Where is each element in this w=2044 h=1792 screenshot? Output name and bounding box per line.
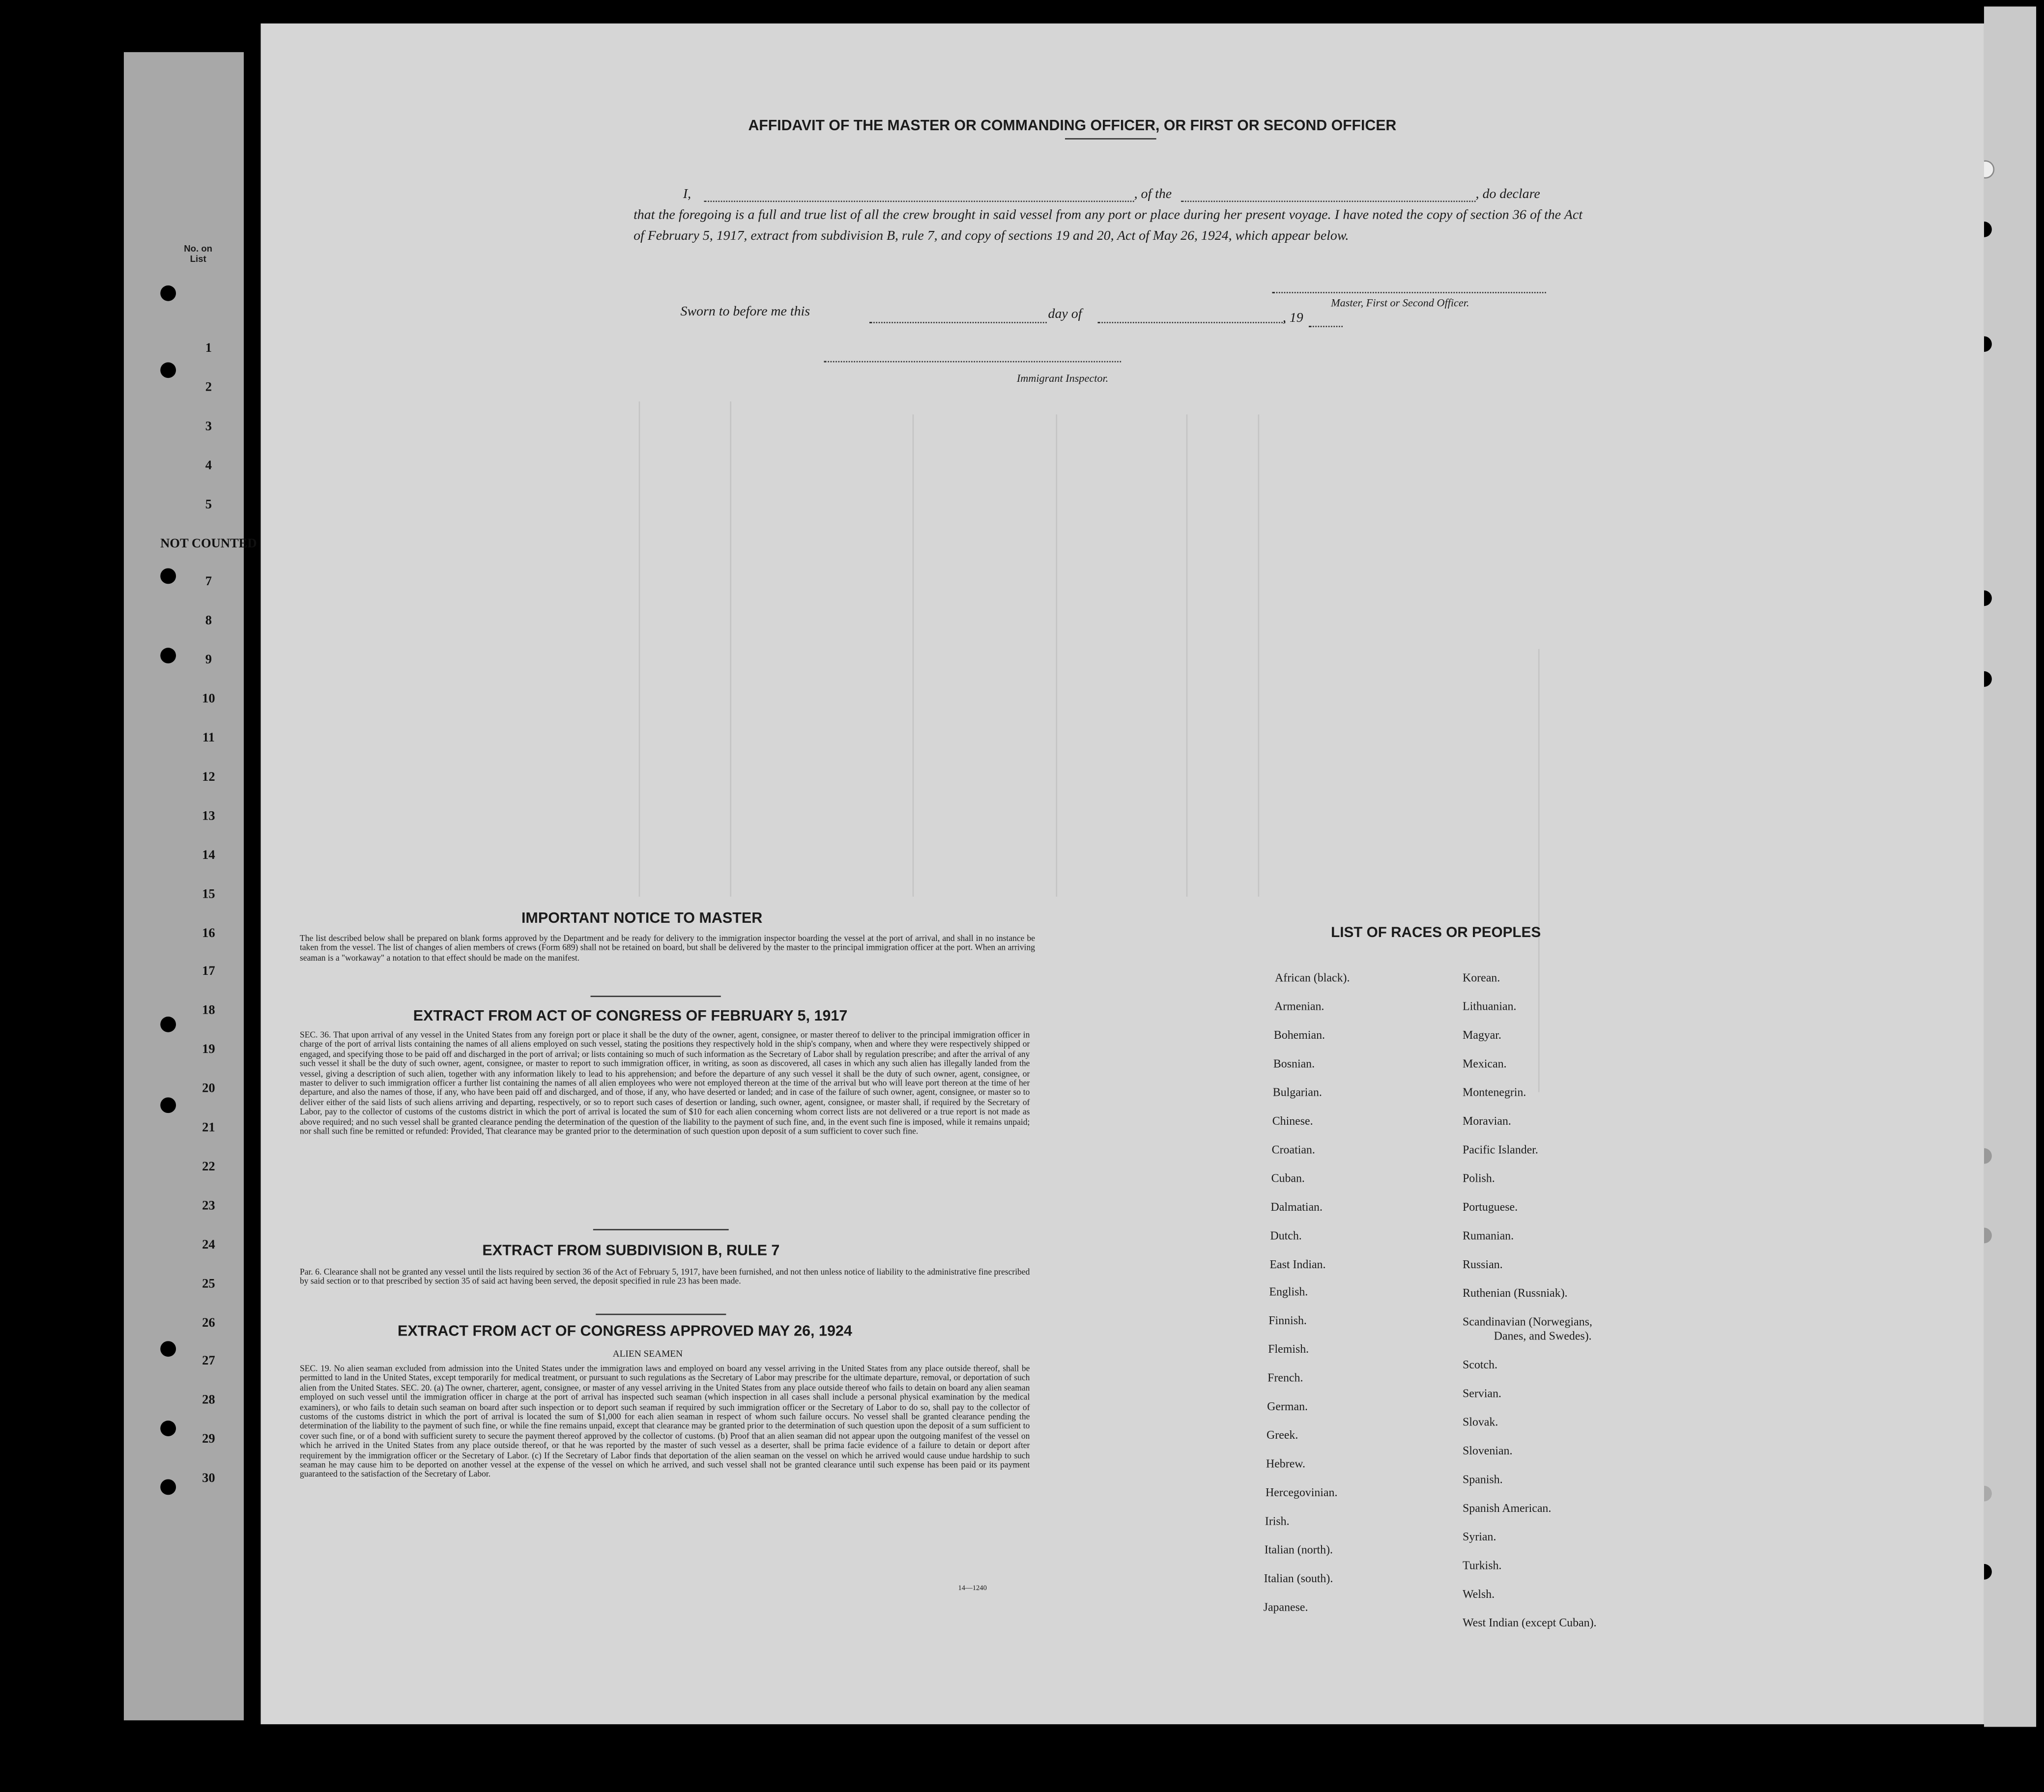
extract-1917-title: EXTRACT FROM ACT OF CONGRESS OF FEBRUARY 5, 1917 xyxy=(413,1008,848,1024)
affidavit-i-label: I, xyxy=(683,187,691,202)
strip-row-number: 21 xyxy=(202,1121,215,1136)
race-item: Spanish American. xyxy=(1462,1501,1552,1515)
punch-hole xyxy=(160,1017,176,1032)
section-divider xyxy=(591,996,721,997)
strip-row-number: 11 xyxy=(202,731,215,746)
race-item: Welsh. xyxy=(1462,1587,1495,1601)
punch-hole xyxy=(160,1479,176,1495)
race-item: Slovak. xyxy=(1462,1415,1498,1429)
signature-blank xyxy=(1272,292,1546,293)
form-number: 14—1240 xyxy=(958,1585,987,1593)
strip-row-number: 15 xyxy=(202,887,215,902)
race-item: Scandinavian (Norwegians, xyxy=(1462,1315,1592,1328)
race-item: Lithuanian. xyxy=(1462,999,1517,1013)
strip-row-number: 5 xyxy=(205,497,212,512)
bleed-through-line xyxy=(913,414,914,896)
inspector-blank xyxy=(824,361,1121,363)
race-item: Scotch. xyxy=(1462,1358,1497,1371)
extract-rule7-title: EXTRACT FROM SUBDIVISION B, RULE 7 xyxy=(482,1243,780,1259)
strip-row-number: 17 xyxy=(202,965,215,979)
strip-row-number: 12 xyxy=(202,770,215,785)
race-item: Rumanian. xyxy=(1462,1229,1514,1242)
day-of-label: day of xyxy=(1048,307,1082,322)
race-item: Greek. xyxy=(1267,1428,1298,1442)
strip-row-number: 16 xyxy=(202,926,215,940)
race-item: West Indian (except Cuban). xyxy=(1462,1616,1597,1629)
race-item: Finnish. xyxy=(1268,1314,1307,1328)
race-item: Croatian. xyxy=(1271,1142,1315,1156)
strip-row-number: 9 xyxy=(205,653,212,668)
affidavit-body: that the foregoing is a full and true list of all the crew brought in said vessel from any port or place during her present voyage. I have noted the copy of section 36 of the Act of February 5, 1917, extract from subdivision B, rule 7, and copy of sections 19 and 20, Act of May 26, 1924, which appear below. xyxy=(633,208,1583,243)
race-item: Montenegrin. xyxy=(1462,1085,1526,1099)
signature-caption: Master, First or Second Officer. xyxy=(1331,297,1469,309)
race-item: Pacific Islander. xyxy=(1462,1143,1538,1156)
underlying-crew-list-strip xyxy=(124,52,257,1720)
race-item: Mexican. xyxy=(1462,1057,1507,1070)
race-item: German. xyxy=(1267,1400,1308,1413)
race-item: Chinese. xyxy=(1272,1114,1313,1127)
race-item: Magyar. xyxy=(1462,1028,1501,1042)
strip-row-number: 29 xyxy=(202,1432,215,1447)
strip-row-number: 20 xyxy=(202,1081,215,1096)
strip-row-number: 1 xyxy=(205,341,212,356)
race-item: Italian (north). xyxy=(1264,1543,1333,1556)
race-item: African (black). xyxy=(1275,971,1350,984)
extract-rule7-text: Par. 6. Clearance shall not be granted any vessel until the lists required by section 36 of the Act of February 5, 1917, have been furnished, and not then unless notice of liability to the administrative fine prescribed by said section or to that prescribed by section 35 of said act having been served, the deposit specified in rule 23 has been made. xyxy=(300,1268,1030,1287)
race-item: Korean. xyxy=(1462,971,1500,984)
section-divider xyxy=(593,1229,729,1230)
race-item: English. xyxy=(1269,1285,1308,1299)
strip-row-number: NOT COUNTED xyxy=(160,536,257,551)
inspector-caption: Immigrant Inspector. xyxy=(1016,372,1109,385)
extract-1924-text: SEC. 19. No alien seaman excluded from admission into the United States under the immigration laws and employed on board any vessel arriving in the United States from any place outside thereof, shall be permitted to land in the United States, except temporarily for medical treatment, or pursuant to such regulations as the Secretary of Labor may prescribe for the ultimate departure, removal, or deportation of such alien from the United States. SEC. 20. (a) The owner, charterer, agent, consignee, or master of any vessel arriving in the United States from any place outside thereof who fails to detain on board any alien seaman employed on such vessel until the immigration officer in charge at the port of arrival has inspected such seaman (which inspection in all cases shall include a personal physical examination by the medical examiners), or who fails to detain such seaman on board after such inspection or to deport such seaman if required by such immigration officer or the Secretary of Labor to do so, shall pay to the collector of customs of the customs district in which the port of arrival is located the sum of $1,000 for each alien seaman in respect of whom such failure occurs. No vessel shall be granted clearance pending the determination of the liability to the payment of such fine, or while the fine remains unpaid, except that clearance may be granted prior to the determination of such question upon the deposit of a sum sufficient to cover such fine, or of a bond with sufficient surety to secure the payment thereof approved by the collector of customs. (b) Proof that an alien seaman did not appear upon the outgoing manifest of the vessel on which he arrived in the United States from any place outside thereof, or that he was reported by the master of such vessel as a deserter, shall be prima facie evidence of a failure to detain or deport after requirement by the immigration officer or the Secretary of Labor. (c) If the Secretary of Labor finds that deportation of the alien seaman on the vessel on which he arrived would cause undue hardship to such seaman he may cause him to be deported on another vessel at the expense of the vessel on which he arrived, and such vessel shall not be granted clearance until such expense has been paid or its payment guaranteed to the satisfaction of the Secretary of Labor. xyxy=(300,1365,1030,1480)
name-blank xyxy=(704,200,1134,202)
race-item: Dalmatian. xyxy=(1270,1199,1323,1213)
bleed-through-line xyxy=(1538,649,1540,1092)
affidavit-title: AFFIDAVIT OF THE MASTER OR COMMANDING OFFICER, OR FIRST OR SECOND OFFICER xyxy=(748,118,1397,135)
strip-row-number: 23 xyxy=(202,1198,215,1213)
strip-row-number: 22 xyxy=(202,1160,215,1174)
race-item: East Indian. xyxy=(1269,1257,1326,1270)
year-label: , 19 xyxy=(1282,311,1303,326)
race-item: Dutch. xyxy=(1270,1228,1302,1242)
title-underline xyxy=(1065,138,1156,140)
punch-hole xyxy=(160,1421,176,1436)
sworn-label: Sworn to before me this xyxy=(680,305,810,319)
extract-1924-title: EXTRACT FROM ACT OF CONGRESS APPROVED MAY 26, 1924 xyxy=(397,1324,852,1340)
race-item: Italian (south). xyxy=(1264,1571,1333,1585)
strip-row-number: 24 xyxy=(202,1237,215,1252)
alien-seamen-subtitle: ALIEN SEAMEN xyxy=(612,1347,683,1360)
race-item: Spanish. xyxy=(1462,1473,1503,1486)
punch-hole xyxy=(160,1097,176,1113)
race-item: Slovenian. xyxy=(1462,1444,1513,1457)
strip-row-number: 28 xyxy=(202,1394,215,1408)
race-item: Hercegovinian. xyxy=(1265,1485,1338,1499)
race-item: Bohemian. xyxy=(1273,1028,1325,1041)
vessel-blank xyxy=(1181,200,1475,202)
strip-row-number: 27 xyxy=(202,1354,215,1369)
punch-hole xyxy=(160,362,176,378)
strip-row-number: 14 xyxy=(202,848,215,863)
strip-row-number: 26 xyxy=(202,1315,215,1330)
year-blank xyxy=(1309,326,1343,327)
races-title: LIST OF RACES OR PEOPLES xyxy=(1331,925,1541,941)
race-item: Bosnian. xyxy=(1273,1056,1315,1070)
race-item: Ruthenian (Russniak). xyxy=(1462,1286,1568,1300)
punch-hole xyxy=(160,1341,176,1357)
strip-row-number: 2 xyxy=(205,380,212,395)
strip-row-number: 10 xyxy=(202,692,215,707)
bleed-through-line xyxy=(639,401,640,897)
section-divider xyxy=(596,1314,726,1315)
race-item: Polish. xyxy=(1462,1171,1495,1185)
race-item: Danes, and Swedes). xyxy=(1494,1329,1592,1342)
race-item: Russian. xyxy=(1462,1257,1503,1271)
race-item: Moravian. xyxy=(1462,1114,1511,1128)
bleed-through-line xyxy=(1056,414,1057,896)
strip-row-number: 18 xyxy=(202,1004,215,1019)
affidavit-sheet xyxy=(260,24,1984,1724)
strip-row-number: 19 xyxy=(202,1043,215,1057)
strip-row-number: 3 xyxy=(205,419,212,434)
race-item: Japanese. xyxy=(1263,1600,1308,1614)
punch-hole xyxy=(160,285,176,301)
sworn-day-blank xyxy=(869,322,1047,323)
affidavit-of-the-label: , of the xyxy=(1134,187,1172,202)
strip-row-number: 13 xyxy=(202,809,215,824)
punch-hole xyxy=(160,568,176,584)
race-item: Hebrew. xyxy=(1266,1457,1305,1471)
bleed-through-line xyxy=(1258,414,1260,896)
race-item: Flemish. xyxy=(1268,1342,1309,1356)
bleed-through-line xyxy=(730,401,731,897)
sworn-month-blank xyxy=(1097,322,1285,323)
affidavit-do-declare-label: , do declare xyxy=(1475,187,1540,202)
race-item: Bulgarian. xyxy=(1272,1085,1322,1099)
notice-text: The list described below shall be prepared on blank forms approved by the Department and be ready for delivery to the immigration inspector boarding the vessel at the port of arrival, and shall in no instance be taken from the vessel. The list of changes of alien members of crews (Form 689) shall not be retained on board, but shall be delivered by the master to the principal immigration officer at the port. When an arriving seaman is a "workaway" a notation to that effect should be made on the manifest. xyxy=(300,934,1036,963)
strip-row-number: 8 xyxy=(205,614,212,629)
no-on-list-header: No. on List xyxy=(184,245,213,265)
punch-hole xyxy=(160,648,176,663)
strip-row-number: 7 xyxy=(205,575,212,590)
strip-row-number: 30 xyxy=(202,1471,215,1486)
strip-row-number: 4 xyxy=(205,458,212,473)
race-item: French. xyxy=(1267,1371,1303,1385)
facing-sheet-edge xyxy=(1984,6,2036,1727)
race-item: Turkish. xyxy=(1462,1559,1502,1572)
notice-title: IMPORTANT NOTICE TO MASTER xyxy=(521,911,763,927)
race-item: Armenian. xyxy=(1274,999,1324,1013)
race-item: Servian. xyxy=(1462,1387,1501,1400)
race-item: Portuguese. xyxy=(1462,1200,1518,1214)
extract-1917-text: SEC. 36. That upon arrival of any vessel in the United States from any foreign port or place it shall be the duty of the owner, agent, consignee, or master thereof to deliver to the principal immigration officer in charge of the port of arrival lists containing the names of all aliens employed on such vessel, stating the positions they respectively hold in the ship's company, when and where they were respectively shipped or engaged, and specifying those to be paid off and discharged in the port of arrival; or lists containing so much of such information as the Secretary of Labor shall by regulation prescribe; and after the arrival of any such vessel it shall be the duty of such owner, agent, consignee, or master to report to such immigration officer, in writing, as soon as discovered, all cases in which any such alien has illegally landed from the vessel, giving a description of such alien, together with any information likely to lead to his apprehension; and before the departure of any such vessel it shall be the duty of such owner, agent, consignee, or master to deliver to such immigration officer a further list containing the names of all alien employees who were not employed thereon at the time of the arrival but who will leave port thereon at the time of her departure, and also the names of those, if any, who have been paid off and discharged, and of those, if any, who have deserted or landed; and in case of the failure of such owner, agent, consignee, or master so to deliver either of the said lists of such aliens arriving and departing, respectively, or so to report such cases of desertion or landing, such owner, agent, consignee, or master shall, if required by the Secretary of Labor, pay to the collector of customs of the customs district in which the port of arrival is located the sum of $10 for each alien concerning whom correct lists are not delivered or a true report is not made as above required; and no such vessel shall be granted clearance pending the determination of the question of the liability to the payment of such fine, and, in the event such fine is imposed, while it remains unpaid; nor shall such fine be remitted or refunded: Provided, That clearance may be granted prior to the determination of such question upon deposit of a sum sufficient to cover such fine. xyxy=(300,1031,1030,1137)
strip-row-number: 25 xyxy=(202,1277,215,1291)
bleed-through-line xyxy=(1186,414,1188,896)
race-item: Irish. xyxy=(1265,1514,1290,1528)
race-item: Syrian. xyxy=(1462,1530,1497,1543)
race-item: Cuban. xyxy=(1271,1171,1305,1185)
